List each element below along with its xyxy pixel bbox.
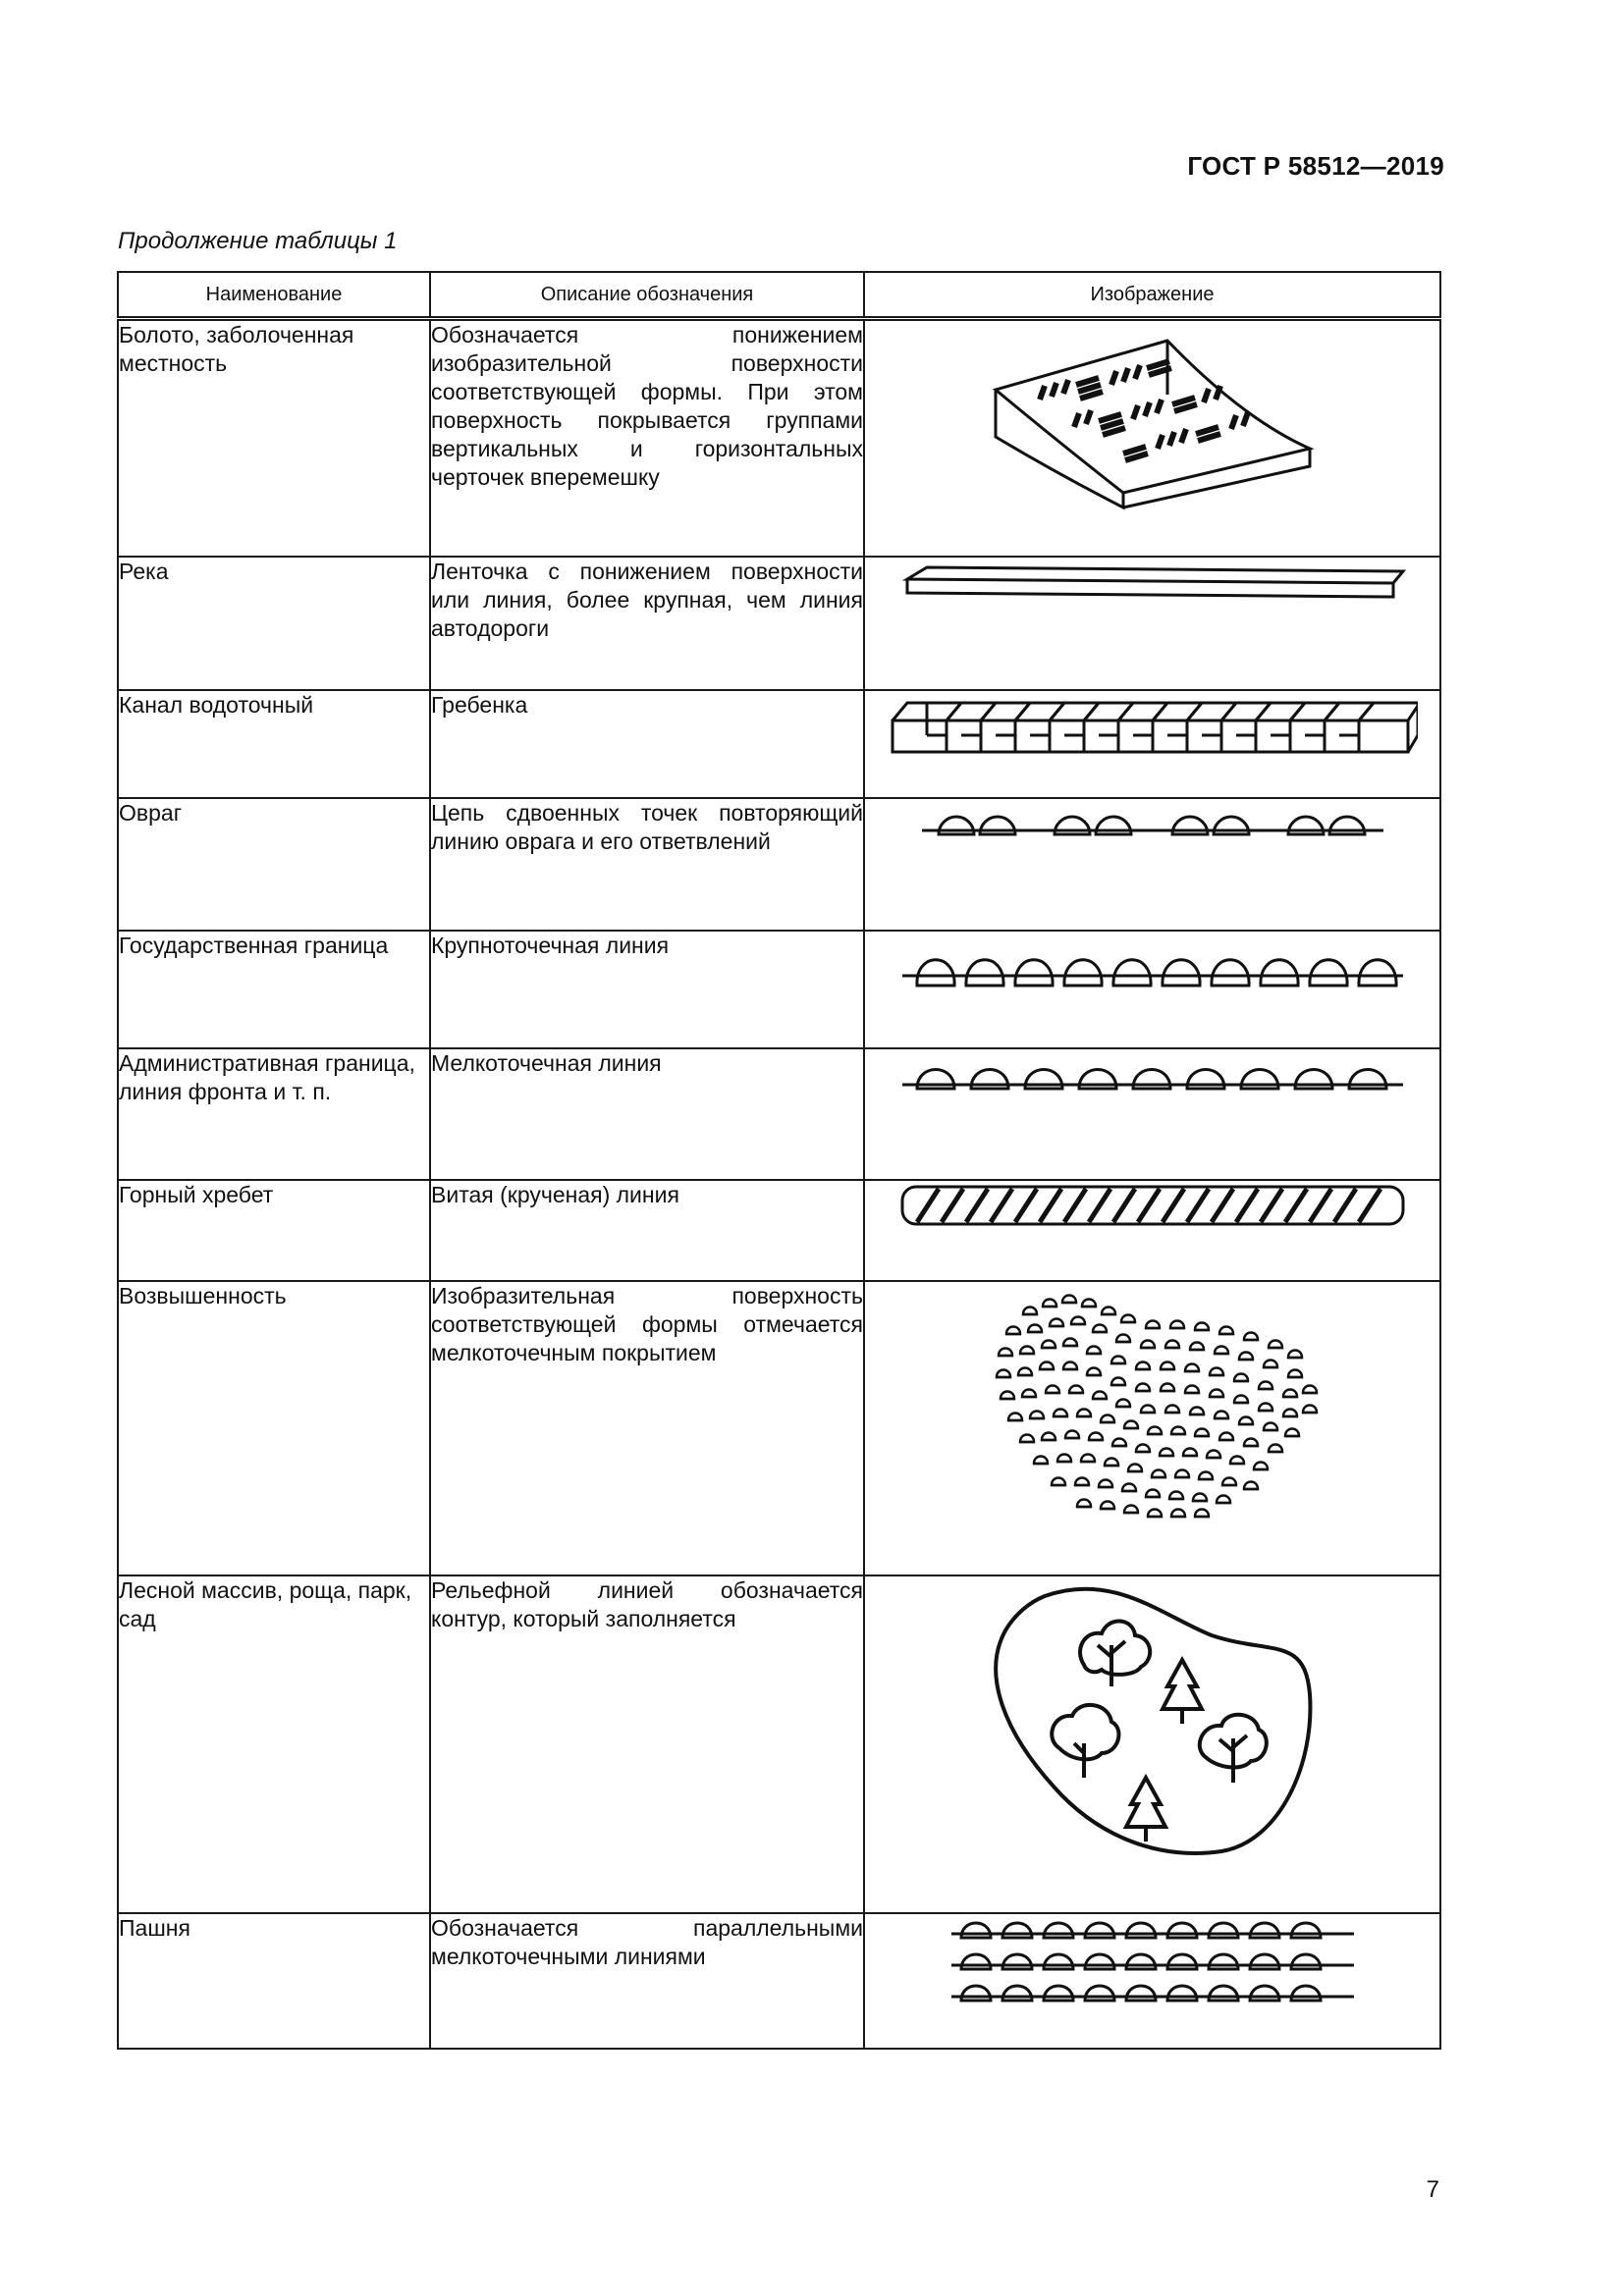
ravine-symbol (864, 798, 1440, 931)
table-row (118, 557, 1440, 690)
row-name: Горный хребет (118, 1180, 430, 1281)
river-symbol (864, 557, 1440, 690)
row-name: Административная граница, линия фронта и т. п. (118, 1048, 430, 1180)
row-description: Витая (крученая) линия (430, 1180, 864, 1281)
admin-border-symbol (864, 1048, 1440, 1180)
table-row (118, 798, 1440, 931)
table-row (118, 690, 1440, 798)
table-row (118, 1575, 1440, 1913)
table-row (118, 1048, 1440, 1180)
state-border-symbol (864, 931, 1440, 1048)
table-row (118, 1281, 1440, 1575)
deciduous-tree-icon (1199, 1714, 1266, 1782)
column-header-name: Наименование (118, 272, 430, 319)
swamp-symbol (864, 319, 1440, 557)
row-description: Мелкоточечная линия (430, 1048, 864, 1180)
table-row (118, 1913, 1440, 2049)
document-code: ГОСТ Р 58512—2019 (1187, 151, 1444, 181)
row-description: Обозначается понижением изобразительной поверхности соответствующей формы. При этом поверхность покрывается группами вертикальных и горизонтальных черточек вперемешку (430, 319, 864, 557)
row-name: Канал водоточный (118, 690, 430, 798)
row-name: Овраг (118, 798, 430, 931)
row-name: Река (118, 557, 430, 690)
arable-land-symbol (864, 1913, 1440, 2049)
row-description: Обозначается параллельными мелкоточечными линиями (430, 1913, 864, 2049)
deciduous-tree-icon (1080, 1621, 1150, 1686)
page-number: 7 (1426, 2176, 1439, 2203)
row-name: Государственная граница (118, 931, 430, 1048)
row-name: Лесной массив, роща, парк, сад (118, 1575, 430, 1913)
canal-symbol (864, 690, 1440, 798)
row-name: Болото, заболоченная местность (118, 319, 430, 557)
forest-symbol (864, 1575, 1440, 1913)
column-header-description: Описание обозначения (430, 272, 864, 319)
row-description: Изобразительная поверхность соответствующей формы отмечается мелкоточечным покрытием (430, 1281, 864, 1575)
table-row (118, 931, 1440, 1048)
row-description: Рельефной линией обозначается контур, который заполняется (430, 1575, 864, 1913)
table-header-row (118, 272, 1440, 319)
row-description: Ленточка с понижением поверхности или линия, более крупная, чем линия автодороги (430, 557, 864, 690)
row-description: Цепь сдвоенных точек повторяющий линию оврага и его ответвлений (430, 798, 864, 931)
mountain-ridge-symbol (864, 1180, 1440, 1281)
fir-tree-icon (1126, 1778, 1165, 1842)
deciduous-tree-icon (1052, 1704, 1118, 1777)
fir-tree-icon (1163, 1660, 1202, 1724)
column-header-image: Изображение (864, 272, 1440, 319)
row-description: Гребенка (430, 690, 864, 798)
table-row (118, 1180, 1440, 1281)
row-name: Пашня (118, 1913, 430, 2049)
table-row (118, 319, 1440, 557)
symbols-table (117, 271, 1441, 2050)
table-continuation-caption: Продолжение таблицы 1 (118, 228, 398, 254)
row-description: Крупноточечная линия (430, 931, 864, 1048)
elevation-symbol (864, 1281, 1440, 1575)
row-name: Возвышенность (118, 1281, 430, 1575)
